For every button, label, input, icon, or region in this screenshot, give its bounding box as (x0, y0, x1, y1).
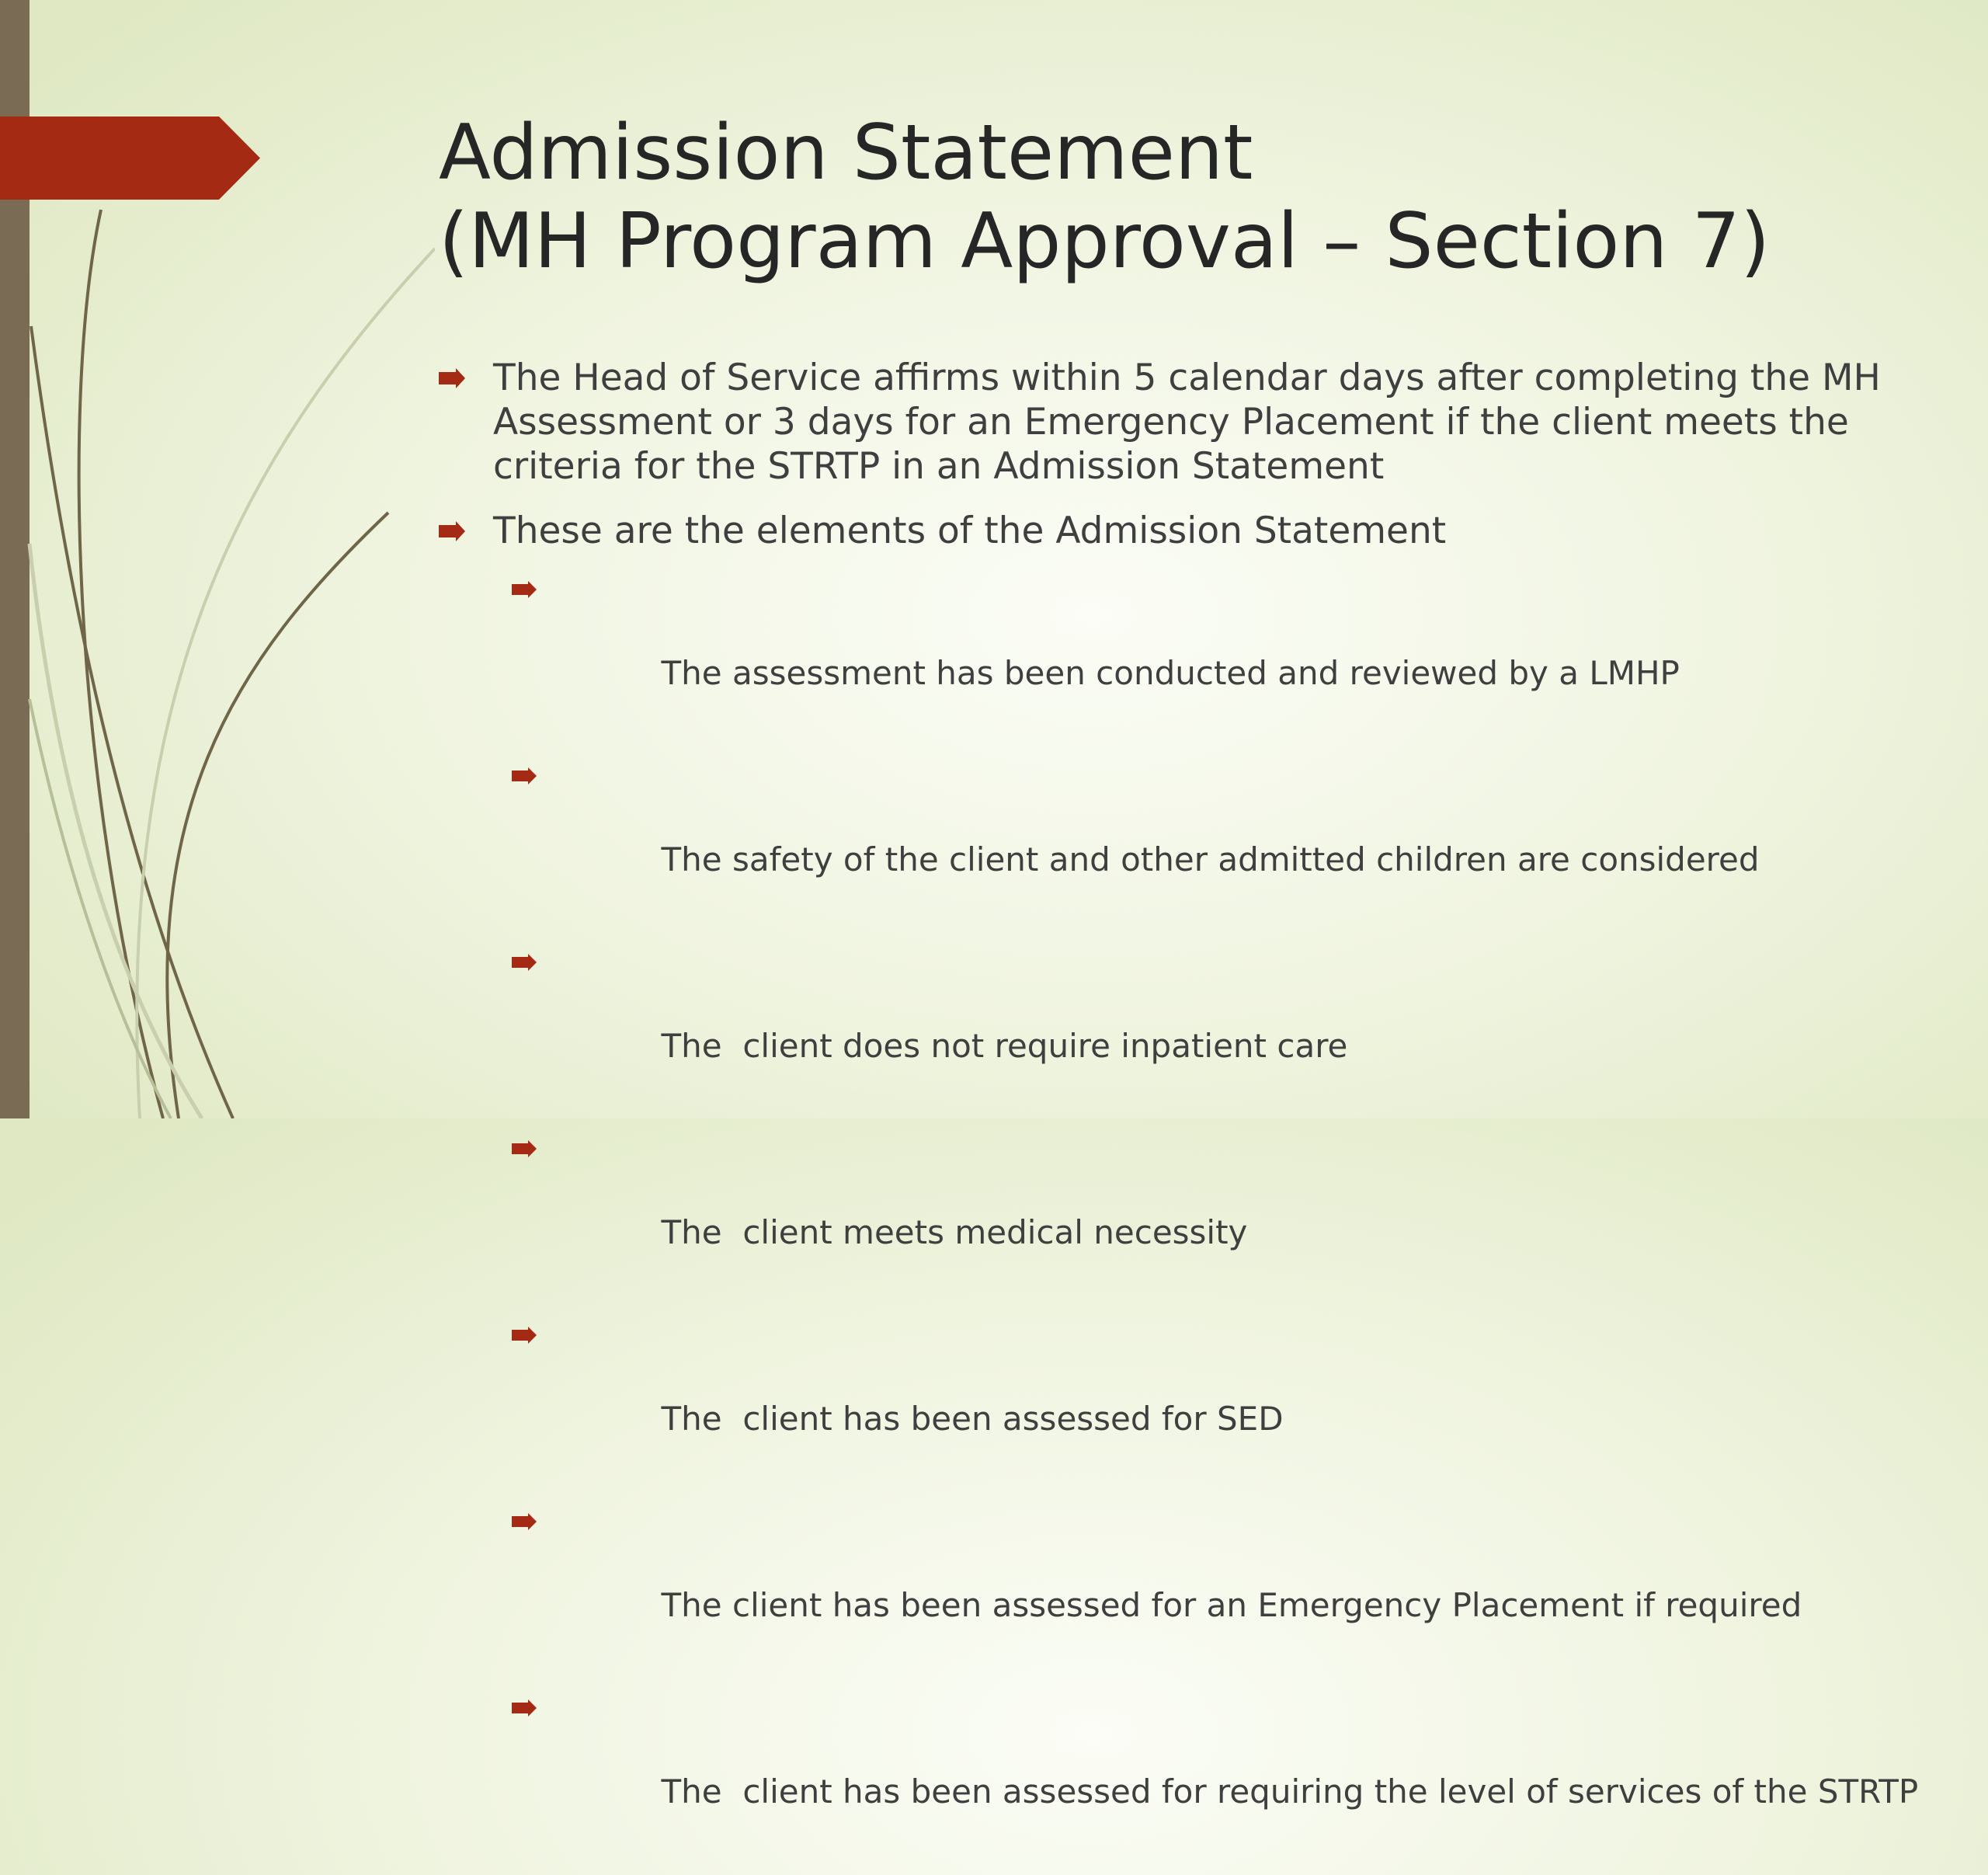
sub-bullet-text: The safety of the client and other admitted children are considered (661, 840, 1760, 878)
sub-bullet-item (439, 569, 1914, 736)
slide-title (439, 109, 1914, 286)
bullet-text: These are the elements of the Admission Statement (493, 510, 1447, 552)
sub-bullet-text: The client has been assessed for SED (661, 1400, 1284, 1438)
arrow-bullet-icon (439, 521, 465, 541)
sub-bullet-item (439, 1687, 1919, 1855)
sub-bullet-text: The client has been assessed for an Emergency Placement if required (661, 1586, 1802, 1624)
arrow-bullet-icon (512, 767, 537, 784)
sub-bullet-item (439, 1501, 1914, 1668)
arrow-bullet-icon (512, 954, 537, 971)
bullet-list (439, 356, 1919, 1855)
sub-bullet-text: The client has been assessed for requiring the level of services of the STRTP (661, 1772, 1919, 1811)
bullet-item (439, 509, 1919, 1855)
slide-body (439, 356, 1919, 1875)
sub-bullet-item (439, 755, 1914, 923)
arrow-bullet-icon (512, 1327, 537, 1344)
arrow-bullet-icon (512, 581, 537, 598)
sub-bullet-text: The client does not require inpatient care (661, 1027, 1348, 1065)
arrow-bullet-icon (512, 1699, 537, 1717)
arrow-bullet-icon (439, 368, 465, 388)
title-line-1: Admission Statement (439, 109, 1253, 197)
arrow-bullet-icon (512, 1513, 537, 1530)
sub-bullet-text: The assessment has been conducted and reviewed by a LMHP (661, 654, 1680, 692)
sub-bullet-text: The client meets medical necessity (661, 1213, 1248, 1251)
bullet-item (439, 356, 1914, 489)
arrow-bullet-icon (512, 1140, 537, 1157)
accent-arrow-shape (0, 117, 260, 200)
bullet-text: The Head of Service affirms within 5 calendar days after completing the MH Assessment or 3 days for an Emergency Placement if the client meets the criteria for the STRTP in an Admission Statement (493, 357, 1881, 488)
sub-bullet-list (493, 569, 1919, 1855)
sub-bullet-item (439, 941, 1914, 1109)
sub-bullet-item (439, 1128, 1914, 1296)
title-line-2: (MH Program Approval – Section 7) (439, 197, 1771, 286)
sub-bullet-item (439, 1314, 1914, 1482)
